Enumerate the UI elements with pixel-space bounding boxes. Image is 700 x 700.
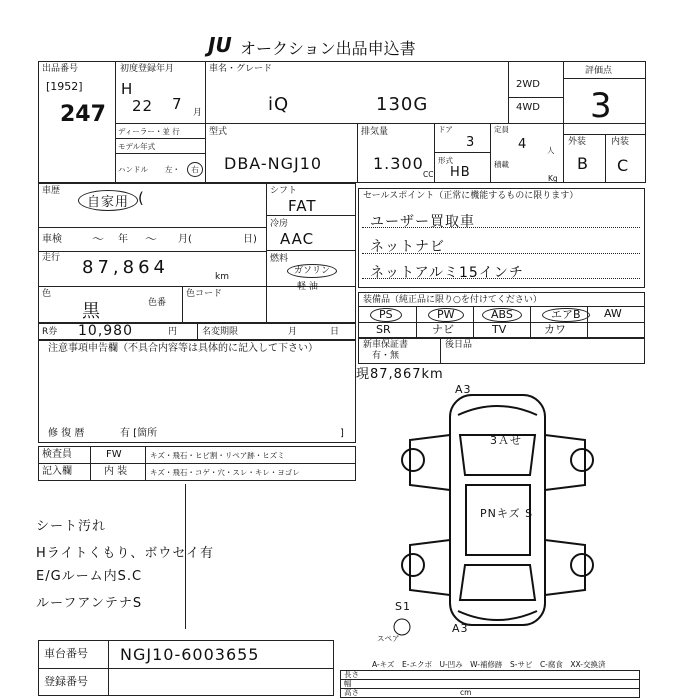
engine-label: 排気量 <box>361 127 389 137</box>
inspection-month-value: 〜 <box>145 232 159 246</box>
equip-tv: TV <box>492 323 507 336</box>
handle-label: ハンドル <box>118 165 148 174</box>
car-label: 車名・グレード <box>209 64 273 74</box>
drive-4wd: 4WD <box>516 102 540 113</box>
car-name: iQ <box>268 94 290 115</box>
load-label: 積載 <box>494 160 509 169</box>
color-code-label: 色番 <box>148 298 167 308</box>
mileage-value: 87,864 <box>82 257 169 278</box>
fw-label: FW <box>106 449 122 460</box>
hand-note-3: E/Gルーム内S.C <box>36 569 143 584</box>
handle-value: 左・ <box>165 165 180 174</box>
right-front-fender <box>545 435 585 490</box>
aircon-label: 冷房 <box>270 219 289 229</box>
front-right-wheel <box>571 449 593 471</box>
dims-box <box>340 670 640 698</box>
recycle-label: R券 <box>42 327 58 337</box>
left-rear-fender <box>410 540 450 595</box>
rear-glass <box>460 565 535 600</box>
dim-row2: 幅 <box>344 679 352 688</box>
equip-pw: PW <box>428 308 464 322</box>
inner-label: 内 装 <box>104 466 128 477</box>
hand-note-2: Hライトくもり、ボウセイ有 <box>36 546 214 561</box>
dim-row1: 長さ <box>344 670 359 679</box>
handle-circled: 右 <box>187 162 203 177</box>
capacity-label: 定員 <box>494 125 509 134</box>
doors-label: ドア <box>438 125 453 134</box>
right-rear-fender <box>545 540 585 595</box>
doors-value: 3 <box>466 135 476 150</box>
shift-value: FAT <box>288 197 317 215</box>
mileage-label: 走行 <box>42 253 61 263</box>
recycle-unit: 円 <box>168 327 178 337</box>
engine-value: 1.300 <box>373 154 424 173</box>
warranty-label: 新車保証書 <box>363 340 409 350</box>
registration-year: 22 <box>132 97 154 115</box>
recycle-value: 10,980 <box>78 323 133 339</box>
inspection-day-mark: 日) <box>243 234 257 245</box>
model-year-label: モデル年式 <box>118 142 156 151</box>
shape-label: 形式 <box>438 156 453 165</box>
equip-leather: カワ <box>544 323 566 336</box>
transfer-day: 日 <box>330 327 340 337</box>
registration-month: 7 <box>172 95 183 113</box>
hand-note-4: ルーフアンテナS <box>36 596 143 611</box>
repair-bracket: ] <box>340 428 344 439</box>
rear-right-wheel <box>571 554 593 576</box>
equip-aw: AW <box>604 307 622 320</box>
warranty-after-label: 後日品 <box>445 340 473 350</box>
lot-number: 247 <box>60 102 106 127</box>
hand-note-1: シート汚れ <box>36 519 107 534</box>
fw-text: キズ・飛石・ヒビ割・リペア跡・ヒズミ <box>150 451 285 460</box>
history-label: 車歴 <box>42 186 61 196</box>
aircon-value: AAC <box>280 230 315 248</box>
spare-label: スペア <box>377 634 400 643</box>
transfer-month: 月 <box>288 327 298 337</box>
notes-title: 注意事項申告欄（不具合内容等は具体的に記入して下さい） <box>48 343 318 354</box>
ext-value: B <box>577 154 589 173</box>
equip-sr: SR <box>376 323 391 336</box>
registration-label: 初度登録年月 <box>120 64 175 74</box>
registration-era: H <box>121 80 134 98</box>
damage-legend: A-キズ E-エクボ U-凹み W-補修跡 S-サビ C-腐食 XX-交換済 <box>372 660 606 669</box>
color-label: 色 <box>42 289 52 299</box>
inspection-year-value: 〜 <box>92 232 106 246</box>
notes-box <box>38 340 356 443</box>
odometer-note: 現87,867km <box>356 367 444 382</box>
sheet-title: オークション出品申込書 <box>240 39 416 58</box>
equip-airbag: エアB <box>542 308 590 322</box>
inner-text: キズ・飛石・コゲ・穴・スレ・キレ・ヨゴレ <box>150 468 300 477</box>
brand-logo: JU <box>208 33 232 57</box>
rear-left-wheel <box>402 554 424 576</box>
selling-point-2: ネットナビ <box>370 239 445 255</box>
shift-label: シフト <box>270 186 298 196</box>
inspection-month-mark: 月( <box>178 234 192 245</box>
left-front-fender <box>410 435 450 490</box>
mark-pn: PNキズ S <box>480 507 534 520</box>
chassis-label: 車台番号 <box>44 647 88 660</box>
repair-value: 有 [箇所 <box>120 428 158 439</box>
inspector-label: 検査員 <box>42 449 72 460</box>
lot-label: 出品番号 <box>42 64 79 74</box>
history-suffix: ( <box>138 189 145 207</box>
shape-value: HB <box>450 165 471 180</box>
equipment-title: 装備品（純正品に限り○を付けてください） <box>363 295 542 305</box>
model-label: 型式 <box>209 127 228 137</box>
warranty-value: 有・無 <box>372 351 400 361</box>
int-value: C <box>617 156 630 175</box>
dim-row3: 高さ <box>344 688 359 697</box>
equip-navi: ナビ <box>432 323 454 336</box>
selling-point-1: ユーザー買取車 <box>370 214 475 230</box>
spare-wheel <box>394 619 410 635</box>
selling-point-3: ネットアルミ15インチ <box>370 265 524 281</box>
record-label: 記入欄 <box>42 466 72 477</box>
inspection-label: 車検 <box>42 234 62 245</box>
equip-abs: ABS <box>482 308 522 322</box>
drive-2wd: 2WD <box>516 79 540 90</box>
chassis-value: NGJ10-6003655 <box>120 645 260 664</box>
car-grade: 130G <box>376 94 429 115</box>
equip-ps: PS <box>370 308 402 322</box>
front-bumper-line <box>458 406 537 415</box>
dealer-label: ディーラー・並 行 <box>118 127 180 136</box>
color-value: 黒 <box>82 301 101 322</box>
front-left-wheel <box>402 449 424 471</box>
int-label: 内装 <box>611 137 630 147</box>
reg-label: 登録番号 <box>44 675 88 688</box>
dim-unit: cm <box>460 688 472 697</box>
selling-points-title: セールスポイント（正常に機能するものに限ります） <box>363 191 579 201</box>
repair-label: 修 復 暦 <box>48 428 85 439</box>
score-value: 3 <box>590 86 612 126</box>
color-code2-label: 色コード <box>186 289 223 299</box>
inspection-year-mark: 年 <box>118 234 128 245</box>
mark-a3-rear: A3 <box>452 622 469 635</box>
model-value: DBA-NGJ10 <box>224 154 323 173</box>
fuel-label: 燃料 <box>270 254 289 264</box>
mark-a3-front: A3 <box>455 383 472 396</box>
capacity-value: 4 <box>518 137 528 152</box>
mark-3a: 3Ａせ <box>490 434 522 447</box>
registration-month-unit: 月 <box>193 108 203 118</box>
transfer-label: 名変期限 <box>202 327 239 337</box>
fuel-alt: 軽 油 <box>297 282 318 292</box>
engine-unit: CC <box>423 170 434 179</box>
mileage-unit: km <box>215 272 229 282</box>
history-value: 自家用 <box>78 190 138 211</box>
mark-s1: S1 <box>395 600 411 613</box>
lot-code: [1952] <box>46 80 83 93</box>
score-label: 評価点 <box>585 66 613 76</box>
ext-label: 外装 <box>568 137 587 147</box>
load-unit: Kg <box>548 174 558 183</box>
fuel-value: ガソリン <box>287 264 337 278</box>
capacity-unit: 人 <box>547 146 555 155</box>
rear-bumper-line <box>458 611 537 620</box>
